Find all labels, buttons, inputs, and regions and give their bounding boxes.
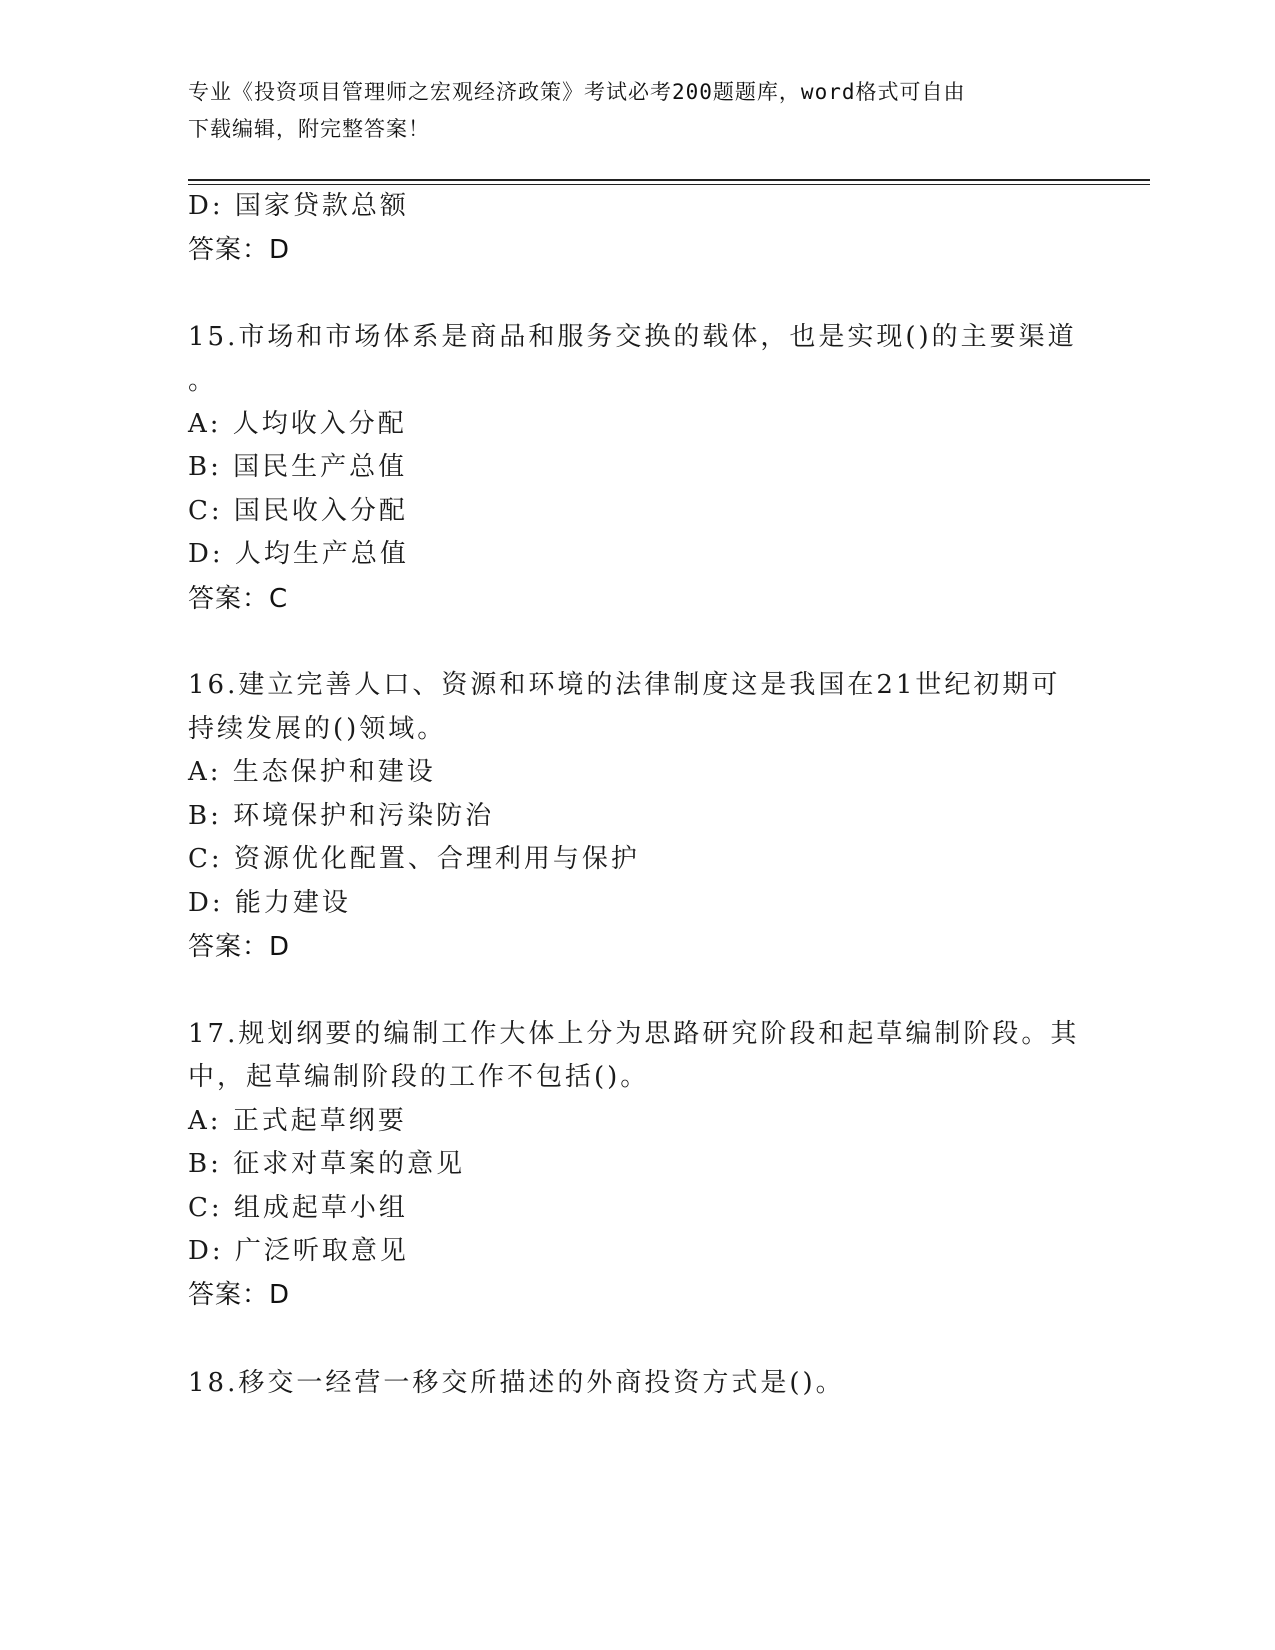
q17-stem-line-2: 中，起草编制阶段的工作不包括()。 <box>188 1062 650 1092</box>
q15-option-d: D: 人均生产总值 <box>188 539 409 569</box>
q16-answer: 答案：D <box>188 932 291 962</box>
q15-option-b: B: 国民生产总值 <box>188 452 408 482</box>
q14-option-d: D: 国家贷款总额 <box>188 191 409 221</box>
q16-option-b: B: 环境保护和污染防治 <box>188 801 495 831</box>
q17-option-d: D: 广泛听取意见 <box>188 1236 409 1266</box>
q16-option-c: C: 资源优化配置、合理利用与保护 <box>188 844 640 874</box>
q16-stem-line-1: 16.建立完善人口、资源和环境的法律制度这是我国在21世纪初期可 <box>188 670 1061 700</box>
document-header <box>188 74 1088 148</box>
q18-stem-line-1: 18.移交一经营一移交所描述的外商投资方式是()。 <box>188 1368 845 1398</box>
q17-option-a: A: 正式起草纲要 <box>188 1106 407 1136</box>
q15-stem-line-2: 。 <box>188 366 218 396</box>
q16-option-a: A: 生态保护和建设 <box>188 757 436 787</box>
header-line-2: 下载编辑，附完整答案！ <box>188 117 430 141</box>
q15-answer: 答案：C <box>188 584 289 614</box>
header-rule-top <box>188 179 1150 181</box>
header-line-1: 专业《投资项目管理师之宏观经济政策》考试必考200题题库，word格式可自由 <box>188 80 966 104</box>
q16-stem-line-2: 持续发展的()领域。 <box>188 714 447 744</box>
q17-answer: 答案：D <box>188 1280 291 1310</box>
q17-stem-line-1: 17.规划纲要的编制工作大体上分为思路研究阶段和起草编制阶段。其 <box>188 1019 1080 1049</box>
q15-option-a: A: 人均收入分配 <box>188 409 407 439</box>
q14-answer: 答案：D <box>188 235 291 265</box>
q15-option-c: C: 国民收入分配 <box>188 496 408 526</box>
q15-stem-line-1: 15.市场和市场体系是商品和服务交换的载体，也是实现()的主要渠道 <box>188 322 1077 352</box>
q17-option-b: B: 征求对草案的意见 <box>188 1149 466 1179</box>
q17-option-c: C: 组成起草小组 <box>188 1193 408 1223</box>
q16-option-d: D: 能力建设 <box>188 888 351 918</box>
